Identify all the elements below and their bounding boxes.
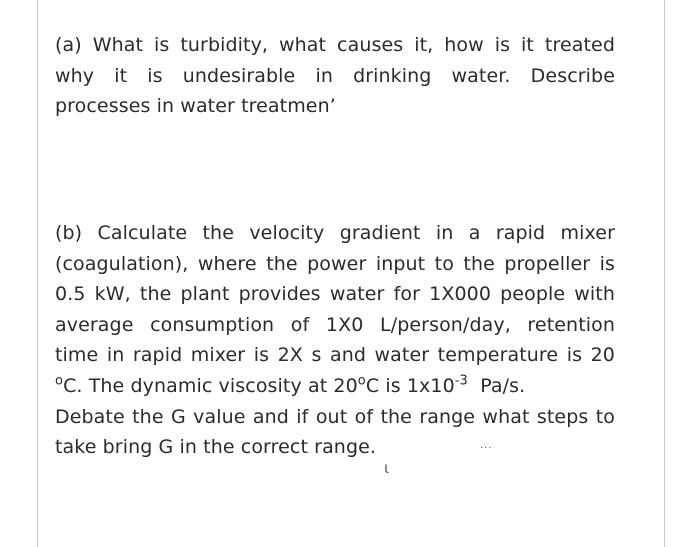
question-b-line-1: (b) Calculate the velocity gradient in a rapid mixer bbox=[55, 222, 615, 244]
question-a-line-2: why it is undesirable in drinking water. Describe bbox=[55, 64, 615, 87]
question-b-line-6 bbox=[55, 371, 615, 402]
question-b-line-5: time in rapid mixer is 2X s and water temperature is 20 bbox=[55, 344, 615, 367]
question-b bbox=[55, 218, 615, 463]
question-b-line-7: Debate the G value and if out of the range what steps to bbox=[55, 405, 615, 428]
question-b-line-4: average consumption of 1X0 L/person/day, retention bbox=[55, 313, 615, 336]
question-a bbox=[55, 30, 615, 122]
question-b-line-8: take bring G in the correct range. bbox=[55, 436, 377, 459]
viscosity-unit: Pa/s. bbox=[467, 374, 526, 397]
degree-symbol: o bbox=[357, 373, 366, 389]
question-b-line-2: (coagulation), where the power input to the propeller is bbox=[55, 252, 615, 275]
viscosity-text: C. The dynamic viscosity at 20 bbox=[63, 374, 358, 397]
question-a-line-3: processes in water treatmen’ bbox=[55, 95, 336, 118]
question-b-line-3: 0.5 kW, the plant provides water for 1X000 people with bbox=[55, 283, 615, 306]
viscosity-value: C is 1x10 bbox=[365, 374, 455, 397]
stray-mark: ɩ bbox=[384, 459, 390, 477]
degree-symbol: o bbox=[55, 373, 64, 389]
exponent: -3 bbox=[454, 373, 468, 389]
stray-dots: ··· bbox=[480, 443, 493, 454]
question-a-line-1: (a) What is turbidity, what causes it, how is it treated bbox=[55, 34, 615, 56]
